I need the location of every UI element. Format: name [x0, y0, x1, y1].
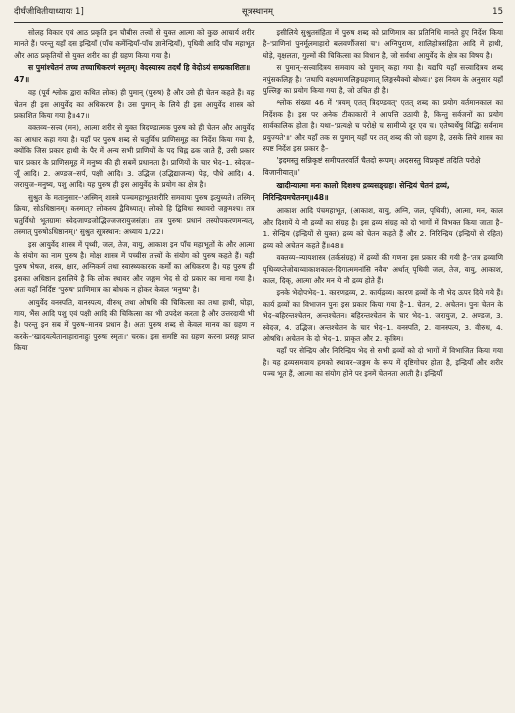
paragraph: यहाँ पर सेन्द्रिय और निरिन्द्रिय भेद से सभी द्रव्यों को दो भागों में विभाजित किया गया है। यह द्रव्यसमवाय हमको स्थावर–जङ्गम के रूप में दृष्टिगोचर होता है, इन्द्रियाँ और शरीर पञ्च भूत हैं, आत्मा का संयोग होने पर इनमें चेतनता आती है। इन्द्रियाँ	[262, 346, 503, 379]
paragraph: स पुमान्–सत्त्वादित्रय समवाय को पुमान् कहा गया है। यद्यपि यहाँ सत्त्वादित्रय शब्द नपुंसकलिङ्ग है। 'तथापि वक्ष्यमाणलिङ्गग्रहणात् लिङ्गस्यैक्वो बोध्यः।' इस नियम के अनुसार यहाँ पुल्लिङ्ग का प्रयोग किया गया है, जो उचित ही है।	[262, 63, 503, 96]
paragraph: इस आयुर्वेद शास्त्र में पृथ्वी, जल, तेज, वायु, आकाश इन पाँच महाभूतों के और आत्मा के संयोग का नाम पुरुष है। मोक्ष शास्त्र में पच्चीस तत्त्वों के संयोग को पुरुष कहते हैं। यही पुरुष भेषज, शस्त्र, क्षार, अग्निकर्म तथा स्वास्थ्यकारक कर्मों का अधिकरण है। यह पुरुष ही इसका अधिष्ठान इसलिये है कि लोक स्थावर और जङ्गम भेद से दो प्रकार का माना गया है। अतः यहाँ निर्दिष्ट 'पुरुष' प्राणिमात्र का बोधक न होकर केवल 'मनुष्य' है।	[14, 239, 255, 295]
sanskrit-verse: स पुमांश्चेतनं तच्च तच्चाधिकरणं स्मृतम्। वेदस्यास्य तदर्थं हि वेदोऽयं सम्प्रकाशितः॥47॥	[14, 63, 251, 85]
paragraph: सुश्रुत के मतानुसार–'अस्मिन् शास्त्रे पञ्चमहाभूतशरीरि समवायः पुरुष इत्युच्यते। तस्मिन् क्रिया, सोऽधिष्ठानम्। कस्मात्? लोकस्य द्वैविध्यात्। लोको हि द्विविधः स्थावरो जङ्गमश्च। तत्र चतुर्विधो भूतग्रामः स्वेदजाण्डजोद्भिज्जजरायुजसंज्ञः। तत्र पुरुषः प्रधानं तस्योपकरणमन्यत्, तस्मात् पुरुषोऽधिष्ठानम्।' सुश्रुत सूत्रस्थान: अध्याय 1/22।	[14, 192, 255, 237]
text-columns	[14, 27, 503, 707]
section-title: सूत्रस्थानम्	[241, 7, 273, 17]
left-column	[14, 27, 255, 707]
paragraph: श्लोक संख्या 46 में 'त्रयम् एतत् त्रिदण्डवत्' एतत् शब्द का प्रयोग वर्तमानकाल का निर्देशक है। इस पर अनेक टीकाकारों ने आपत्ति उठायी है, किन्तु सर्वजनों का प्रयोग सार्वकालिक होता है। यथा–'प्रत्यक्षे च परोक्षे च सामीप्ये दूर एव च। एतेष्वर्थेषु विद्धिः सर्वनाम प्रयुज्यते'॥' और यहाँ तक स पुमान् यहाँ पर तत् शब्द की जो ग्रहण है, उसके लिये शास्त्र का स्पष्ट निर्देश इस प्रकार है–	[262, 98, 503, 154]
paragraph: वक्तव्य–न्यायशास्त्र (तर्कसंग्रह) में द्रव्यों की गणना इस प्रकार की गयी है–'तत्र द्रव्याणि पृथिव्यप्तेजोवाय्वाकाशकाल-दिगात्ममनांसि नवैव' अर्थात् पृथिवी जल, तेज, वायु, आकाश, काल, दिक्, आत्मा और मन ये नौ द्रव्य होते हैं।	[262, 253, 503, 285]
paragraph: इनके भेदोपभेद–1. कारणद्रव्य, 2. कार्यद्रव्य। कारण द्रव्यों के नौ भेद ऊपर दिये गये हैं। कार्य द्रव्यों का विभाजन पुनः इस प्रकार किया गया है–1. चेतन, 2. अचेतन। पुनः चेतन के भेद–बहिरन्तश्चेतन, अन्तश्चेतन। बहिरन्तश्चेतन के चार भेद–1. जरायुज, 2. अण्डज, 3. स्वेदज, 4. उद्भिज। अन्तश्चेतन के चार भेद–1. वनस्पति, 2. वानस्पत्य, 3. वीरुध, 4. ओषधि। अचेतन के दो भेद–1. प्राकृत और 2. कृत्रिम।	[262, 288, 503, 343]
quoted-verse: 'इदमस्तु सन्निकृष्टं समीपतरवर्ति चैतदो रूपम्। अदसस्तु विप्रकृष्टं तदिति परोक्षे विजानीयात्॥'	[262, 156, 481, 178]
paragraph: आयुर्वेद वनस्पति, वानस्पत्य, वीरुध् तथा ओषधि की चिकित्सा का तथा हाथी, घोड़ा, गाय, भैंस आदि पशु एवं पक्षी आदि की चिकित्सा का भी उपदेश करता है और उत्तरदायी भी है। परन्तु इन सब में पुरुष–मानव प्रधान है। अतः पुरुष शब्द से केवल मानव का ग्रहण न करके–'खादयत्येतानाहारानाहुः पुरुषः स्मृतः।' चरक। इस समष्टि का ग्रहण करना प्रसङ्ग प्राप्त किया	[14, 297, 255, 353]
paragraph: आकाश आदि पंचमहाभूत, (आकाश, वायु, अग्नि, जल, पृथिवी), आत्मा, मन, काल और दिशायें ये नौ द्रव्यों का संग्रह है। इस द्रव्य संग्रह को दो भागों में विभक्त किया जाता है–1. सेन्द्रिय (इन्द्रियों से युक्त) द्रव्य को चेतन कहते हैं और 2. निरिन्द्रिय (इन्द्रियों से रहित) द्रव्य को अचेतन कहते हैं॥48॥	[262, 206, 503, 250]
page-header	[14, 6, 503, 20]
page-number: 15	[492, 7, 503, 17]
sanskrit-verse: खादीन्यात्मा मनः कालो दिशश्च द्रव्यसङ्ग्रहः। सेन्द्रियं चेतनं द्रव्यं, निरिन्द्रियमचेतनम्॥48॥	[262, 181, 450, 203]
header-divider	[14, 22, 503, 23]
paragraph: सोलह विकार एवं आठ प्रकृति इन चौबीस तत्त्वों से युक्त आत्मा को कुछ आचार्य शरीर मानते हैं। परन्तु यहाँ दस इन्द्रियाँ (पाँच कर्मेन्द्रियाँ-पाँच ज्ञानेन्द्रियाँ), पृथिवी आदि पाँच महाभूत और आठ प्रकृतियों से युक्त शरीर का ही ग्रहण किया गया है।	[14, 28, 255, 60]
paragraph: इसीलिये सुश्रुतसंहिता में पुरुष शब्द को प्राणिमात्र का प्रतिनिधि मानते हुए निर्देश किया है–'प्राणिनां पुनर्मूलमाहारो बलवर्णौजसां च'। अग्निपुराण, शालिहोत्रसंहिता आदि में हाथी, घोड़े, वृक्षलता, गुल्मों की चिकित्सा का विधान है, जो सर्वथा आयुर्वेद के क्षेत्र का विषय है।	[262, 28, 503, 60]
right-column	[263, 27, 504, 707]
chapter-title: दीर्घंजीवितीयाध्यायः 1]	[14, 7, 84, 17]
paragraph: वक्तव्य–सत्त्व (मन), आत्मा शरीर से युक्त त्रिदण्डात्मक पुरुष को ही चेतन और आयुर्वेद का आधार कहा गया है। यहाँ पर पुरुष शब्द से चतुर्विध प्राणिसमूह का निर्देश किया गया है, क्योंकि जिस प्रकार हाथी के पैर में अन्य सभी प्राणियों के पद चिह्न ढक जाते हैं, उसी प्रकार चार प्रकार के प्राणिसमूह में मनुष्य की ही सबमें प्रधानता है। प्राणियों के चार भेद–1. स्वेदज–जूँ आदि। 2. अण्डज–सर्प, पक्षी आदि। 3. उद्भिज (उद्भिद्याजन्य) पेड़, पौधे आदि। 4. जरायुज–मनुष्य, पशु आदि। यह पुरुष ही इस आयुर्वेद के प्रयोग का क्षेत्र है।	[14, 123, 255, 190]
paragraph: वह (पूर्व श्लोक द्वारा कथित लोक) ही पुमान् (पुरुष) है और उसे ही चेतन कहते हैं। वह चेतन ही इस आयुर्वेद का अधिकरण है। उस पुमान् के लिये ही इस आयुर्वेद शास्त्र को प्रकाशित किया गया है॥47॥	[14, 88, 255, 121]
